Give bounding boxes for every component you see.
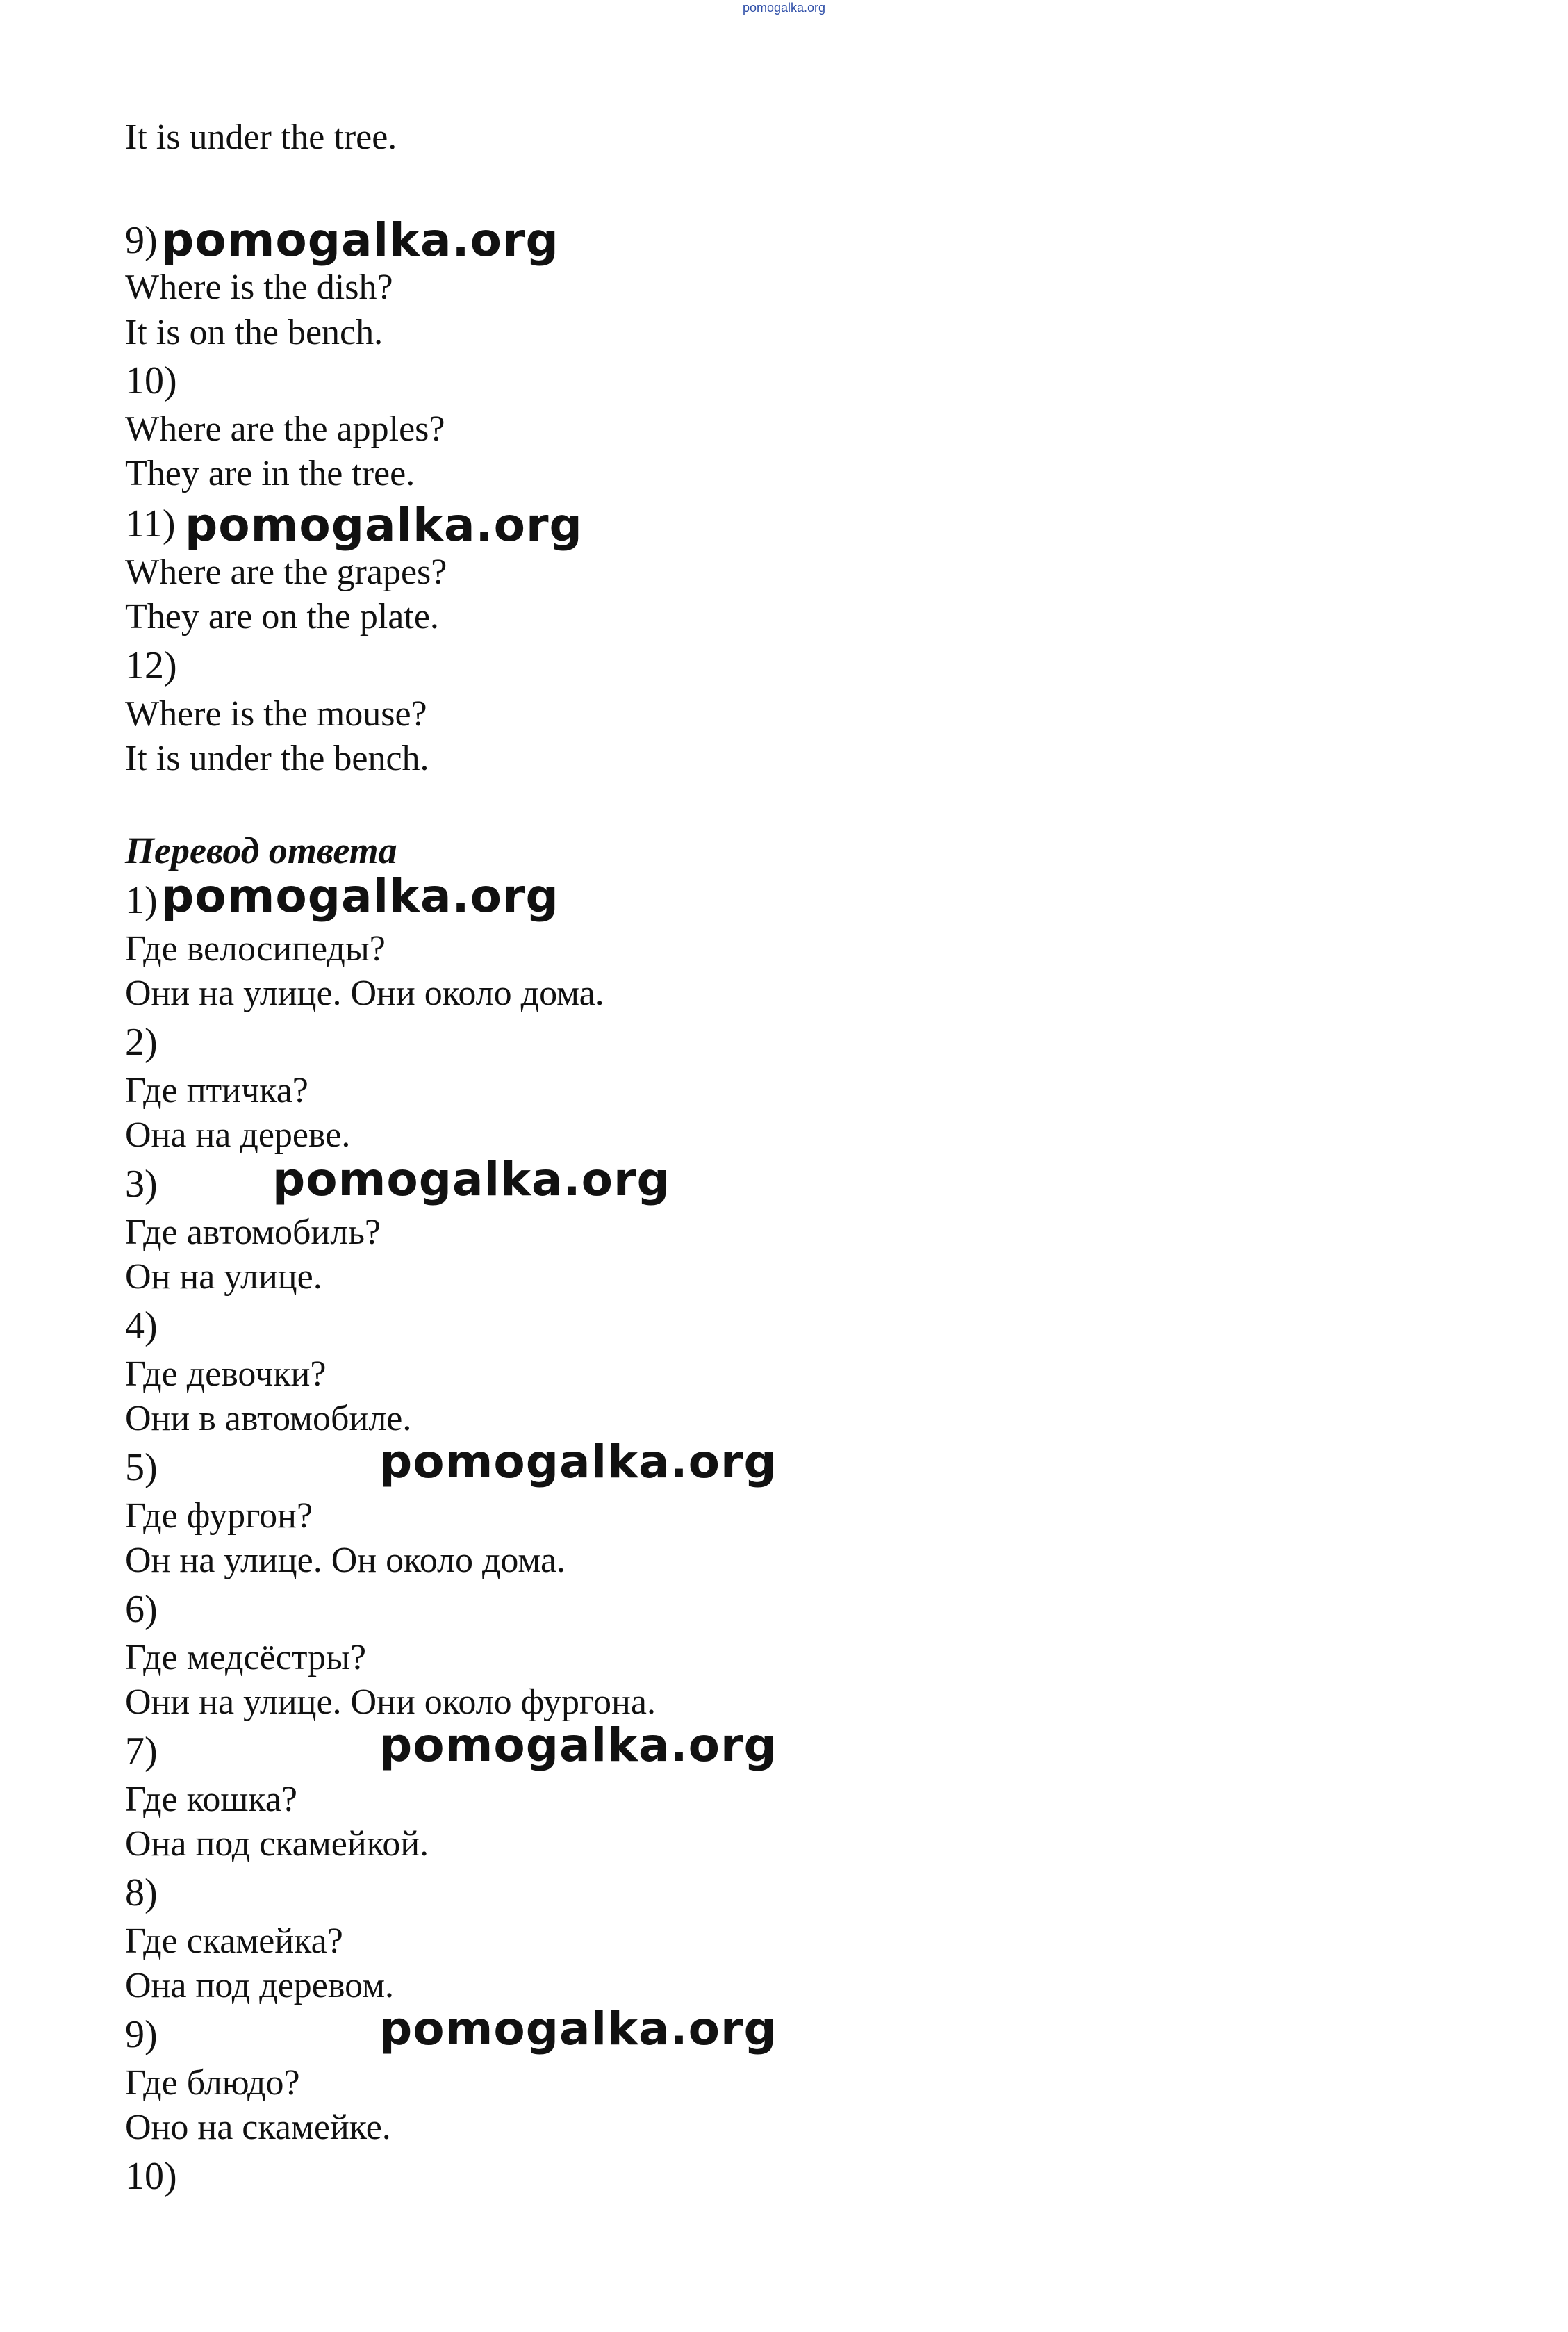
english-answer-12: It is under the bench.	[125, 739, 429, 778]
translation-question-5: Где фургон?	[125, 1496, 313, 1536]
english-top-line: It is under the tree.	[125, 117, 397, 157]
translation-number-4: 4)	[125, 1304, 158, 1347]
translation-question-6: Где медсёстры?	[125, 1638, 367, 1677]
translation-number-3: 3)	[125, 1163, 158, 1206]
translation-answer-2: Она на дереве.	[125, 1115, 351, 1155]
translation-answer-1: Они на улице. Они около дома.	[125, 974, 604, 1013]
english-answer-10: They are in the tree.	[125, 454, 415, 493]
english-number-12: 12)	[125, 644, 177, 687]
translation-question-3: Где автомобиль?	[125, 1213, 381, 1252]
english-number-10: 10)	[125, 359, 177, 402]
translation-question-9: Где блюдо?	[125, 2063, 300, 2103]
header-site-link[interactable]: pomogalka.org	[742, 1, 826, 15]
translation-answer-6: Они на улице. Они около фургона.	[125, 1682, 656, 1722]
translation-answer-4: Они в автомобиле.	[125, 1399, 412, 1438]
translation-heading: Перевод ответа	[125, 830, 397, 871]
watermark: pomogalka.org	[161, 213, 559, 267]
translation-number-10: 10)	[125, 2155, 177, 2198]
watermark: pomogalka.org	[272, 1153, 670, 1206]
translation-question-7: Где кошка?	[125, 1780, 297, 1819]
english-answer-11: They are on the plate.	[125, 597, 439, 637]
watermark: pomogalka.org	[379, 1435, 777, 1488]
english-question-12: Where is the mouse?	[125, 694, 427, 734]
translation-number-7: 7)	[125, 1730, 158, 1773]
translation-number-8: 8)	[125, 1871, 158, 1914]
translation-question-2: Где птичка?	[125, 1071, 308, 1110]
translation-number-6: 6)	[125, 1588, 158, 1631]
english-question-11: Where are the grapes?	[125, 552, 447, 592]
translation-number-5: 5)	[125, 1446, 158, 1489]
translation-question-8: Где скамейка?	[125, 1921, 343, 1961]
translation-number-1: 1)	[125, 879, 158, 922]
english-number-11: 11)	[125, 502, 176, 545]
translation-answer-5: Он на улице. Он около дома.	[125, 1541, 566, 1580]
english-question-10: Where are the apples?	[125, 409, 445, 449]
translation-answer-9: Оно на скамейке.	[125, 2108, 391, 2147]
translation-question-4: Где девочки?	[125, 1354, 327, 1394]
watermark: pomogalka.org	[161, 869, 559, 923]
english-question-9: Where is the dish?	[125, 268, 393, 307]
translation-number-9: 9)	[125, 2013, 158, 2056]
translation-answer-7: Она под скамейкой.	[125, 1824, 429, 1864]
translation-number-2: 2)	[125, 1021, 158, 1064]
watermark: pomogalka.org	[185, 498, 583, 552]
translation-answer-8: Она под деревом.	[125, 1966, 394, 2005]
watermark: pomogalka.org	[379, 1718, 777, 1772]
translation-question-1: Где велосипеды?	[125, 929, 386, 969]
watermark: pomogalka.org	[379, 2002, 777, 2055]
translation-answer-3: Он на улице.	[125, 1257, 322, 1297]
english-answer-9: It is on the bench.	[125, 313, 383, 352]
english-number-9: 9)	[125, 219, 158, 262]
